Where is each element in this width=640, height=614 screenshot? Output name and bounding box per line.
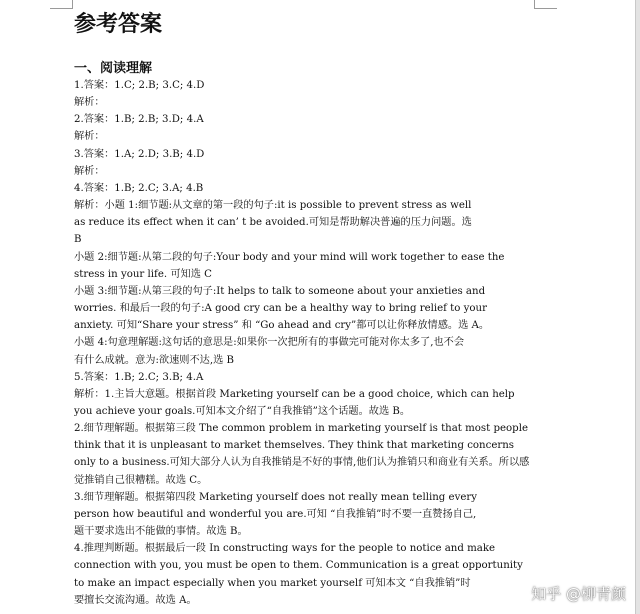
text-line: to make an impact especially when you market yourself 可知本文 “自我推销”时 <box>74 577 471 589</box>
text-line: person how beautiful and wonderful you are.可知 “自我推销”时不要一直赞扬自己, <box>74 508 477 520</box>
text-line: 小题 2:细节题:从第二段的句子:Your body and your mind will work together to ease the <box>74 251 505 263</box>
text-line: 3.细节理解题。根据第四段 Marketing yourself does not really mean telling every <box>74 491 477 503</box>
text-line: 5.答案：1.B; 2.C; 3.B; 4.A <box>74 371 204 383</box>
page-corner-mark-right <box>534 0 557 9</box>
text-line: as reduce its effect when it can’ t be avoided.可知是帮助解决普遍的压力问题。选 <box>74 217 472 229</box>
text-line: think that it is unpleasant to market themselves. They think that marketing concerns <box>74 440 515 452</box>
window-right-edge <box>635 0 640 614</box>
text-line: anxiety. 可知“Share your stress” 和 “Go ahead and cry”都可以让你释放情感。选 A。 <box>74 320 490 332</box>
text-line: 解析： <box>74 97 105 109</box>
text-line: 2.细节理解题。根据第三段 The common problem in marketing yourself is that most people <box>74 423 528 435</box>
page-title: 参考答案 <box>74 12 163 37</box>
text-line: stress in your life. 可知选 C <box>74 268 212 280</box>
text-line: 1.答案：1.C; 2.B; 3.C; 4.D <box>74 80 205 91</box>
text-line: 解析：小题 1:细节题:从文章的第一段的句子:it is possible to prevent stress as well <box>74 200 472 212</box>
watermark: 知乎 @柳青颜 <box>531 585 626 603</box>
answer-lines <box>74 77 536 609</box>
text-line: 要擅长交流沟通。故选 A。 <box>74 594 197 606</box>
document-page <box>74 10 536 609</box>
text-line: you achieve your goals.可知本文介绍了“自我推销”这个话题。故选 B。 <box>74 405 411 417</box>
text-line: 解析：1.主旨大意题。根据首段 Marketing yourself can be a good choice, which can help <box>74 388 515 400</box>
text-line: only to a business.可知大部分人认为自我推销是不好的事情,他们认为推销只和商业有关系。所以感觉推销自己很糟糕。故选 C。 <box>74 457 530 486</box>
text-line: 小题 3:细节题:从第三段的句子:It helps to talk to someone about your anxieties and <box>74 285 486 297</box>
section-heading: 一、阅读理解 <box>74 61 153 76</box>
text-line: 解析： <box>74 165 105 177</box>
text-line: 解析： <box>74 131 105 143</box>
text-line: 小题 4:句意理解题:这句话的意思是:如果你一次把所有的事做完可能对你太多了,也不会 <box>74 337 465 349</box>
text-line: 有什么成就。意为:欲速则不达,选 B <box>74 354 235 366</box>
page-corner-mark-left <box>50 0 73 9</box>
text-line: 4.答案：1.B; 2.C; 3.A; 4.B <box>74 182 204 194</box>
text-line: 4.推理判断题。根据最后一段 In constructing ways for the people to notice and make <box>74 543 496 555</box>
text-line: 2.答案：1.B; 2.B; 3.D; 4.A <box>74 114 204 126</box>
text-line: 题干要求选出不能做的事情。故选 B。 <box>74 526 248 538</box>
text-line: 3.答案：1.A; 2.D; 3.B; 4.D <box>74 148 205 160</box>
text-line: connection with you, you must be open to them. Communication is a great opportunity <box>74 560 523 572</box>
text-line: worries. 和最后一段的句子:A good cry can be a healthy way to bring relief to your <box>74 303 487 315</box>
text-line: B <box>74 234 82 246</box>
